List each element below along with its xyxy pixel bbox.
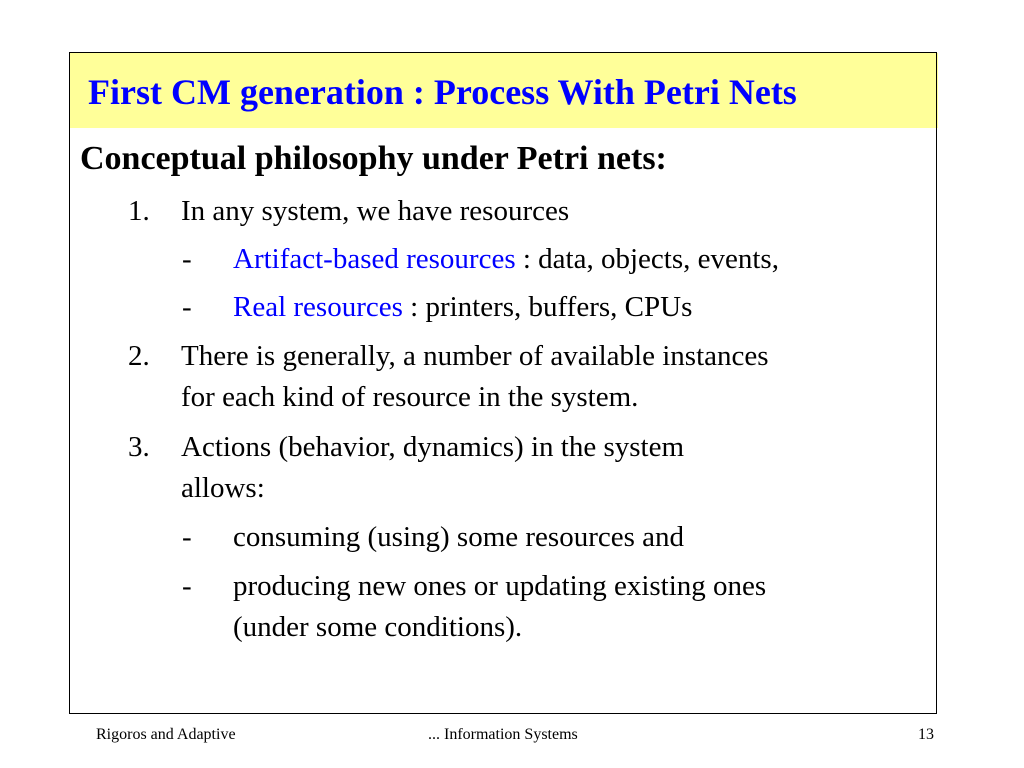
item-3-line-1: Actions (behavior, dynamics) in the system	[181, 431, 685, 463]
item-1-sub-2	[233, 287, 692, 328]
item-3-line-2: allows:	[181, 472, 265, 504]
item-1-sub-1-dash: -	[182, 243, 192, 275]
item-1-text: In any system, we have resources	[181, 195, 570, 227]
artifact-resources-desc: : data, objects, events,	[515, 243, 779, 275]
footer-left: Rigoros and Adaptive	[96, 726, 236, 743]
real-resources-desc: : printers, buffers, CPUs	[402, 291, 693, 323]
item-3-sub-1-dash: -	[182, 521, 192, 553]
item-3-sub-2-dash: -	[182, 570, 192, 602]
item-3-sub-2-line-1: producing new ones or updating existing ones	[233, 570, 767, 602]
item-2-line-1: There is generally, a number of available instances	[181, 340, 769, 372]
slide-title: First CM generation : Process With Petri Nets	[88, 72, 797, 112]
page-number: 13	[918, 726, 934, 743]
artifact-resources-term: Artifact-based resources	[233, 243, 516, 275]
real-resources-term: Real resources	[233, 291, 403, 323]
item-3-number: 3.	[128, 431, 150, 463]
item-1-number: 1.	[128, 195, 150, 227]
item-3-sub-2-line-2: (under some conditions).	[233, 611, 523, 643]
item-3-sub-1: consuming (using) some resources and	[233, 521, 685, 553]
item-1-sub-2-dash: -	[182, 291, 192, 323]
footer-center: ... Information Systems	[428, 726, 578, 743]
item-1-sub-1	[233, 239, 779, 280]
slide-subtitle: Conceptual philosophy under Petri nets:	[80, 140, 667, 177]
item-2-line-2: for each kind of resource in the system.	[181, 381, 639, 413]
item-2-number: 2.	[128, 340, 150, 372]
